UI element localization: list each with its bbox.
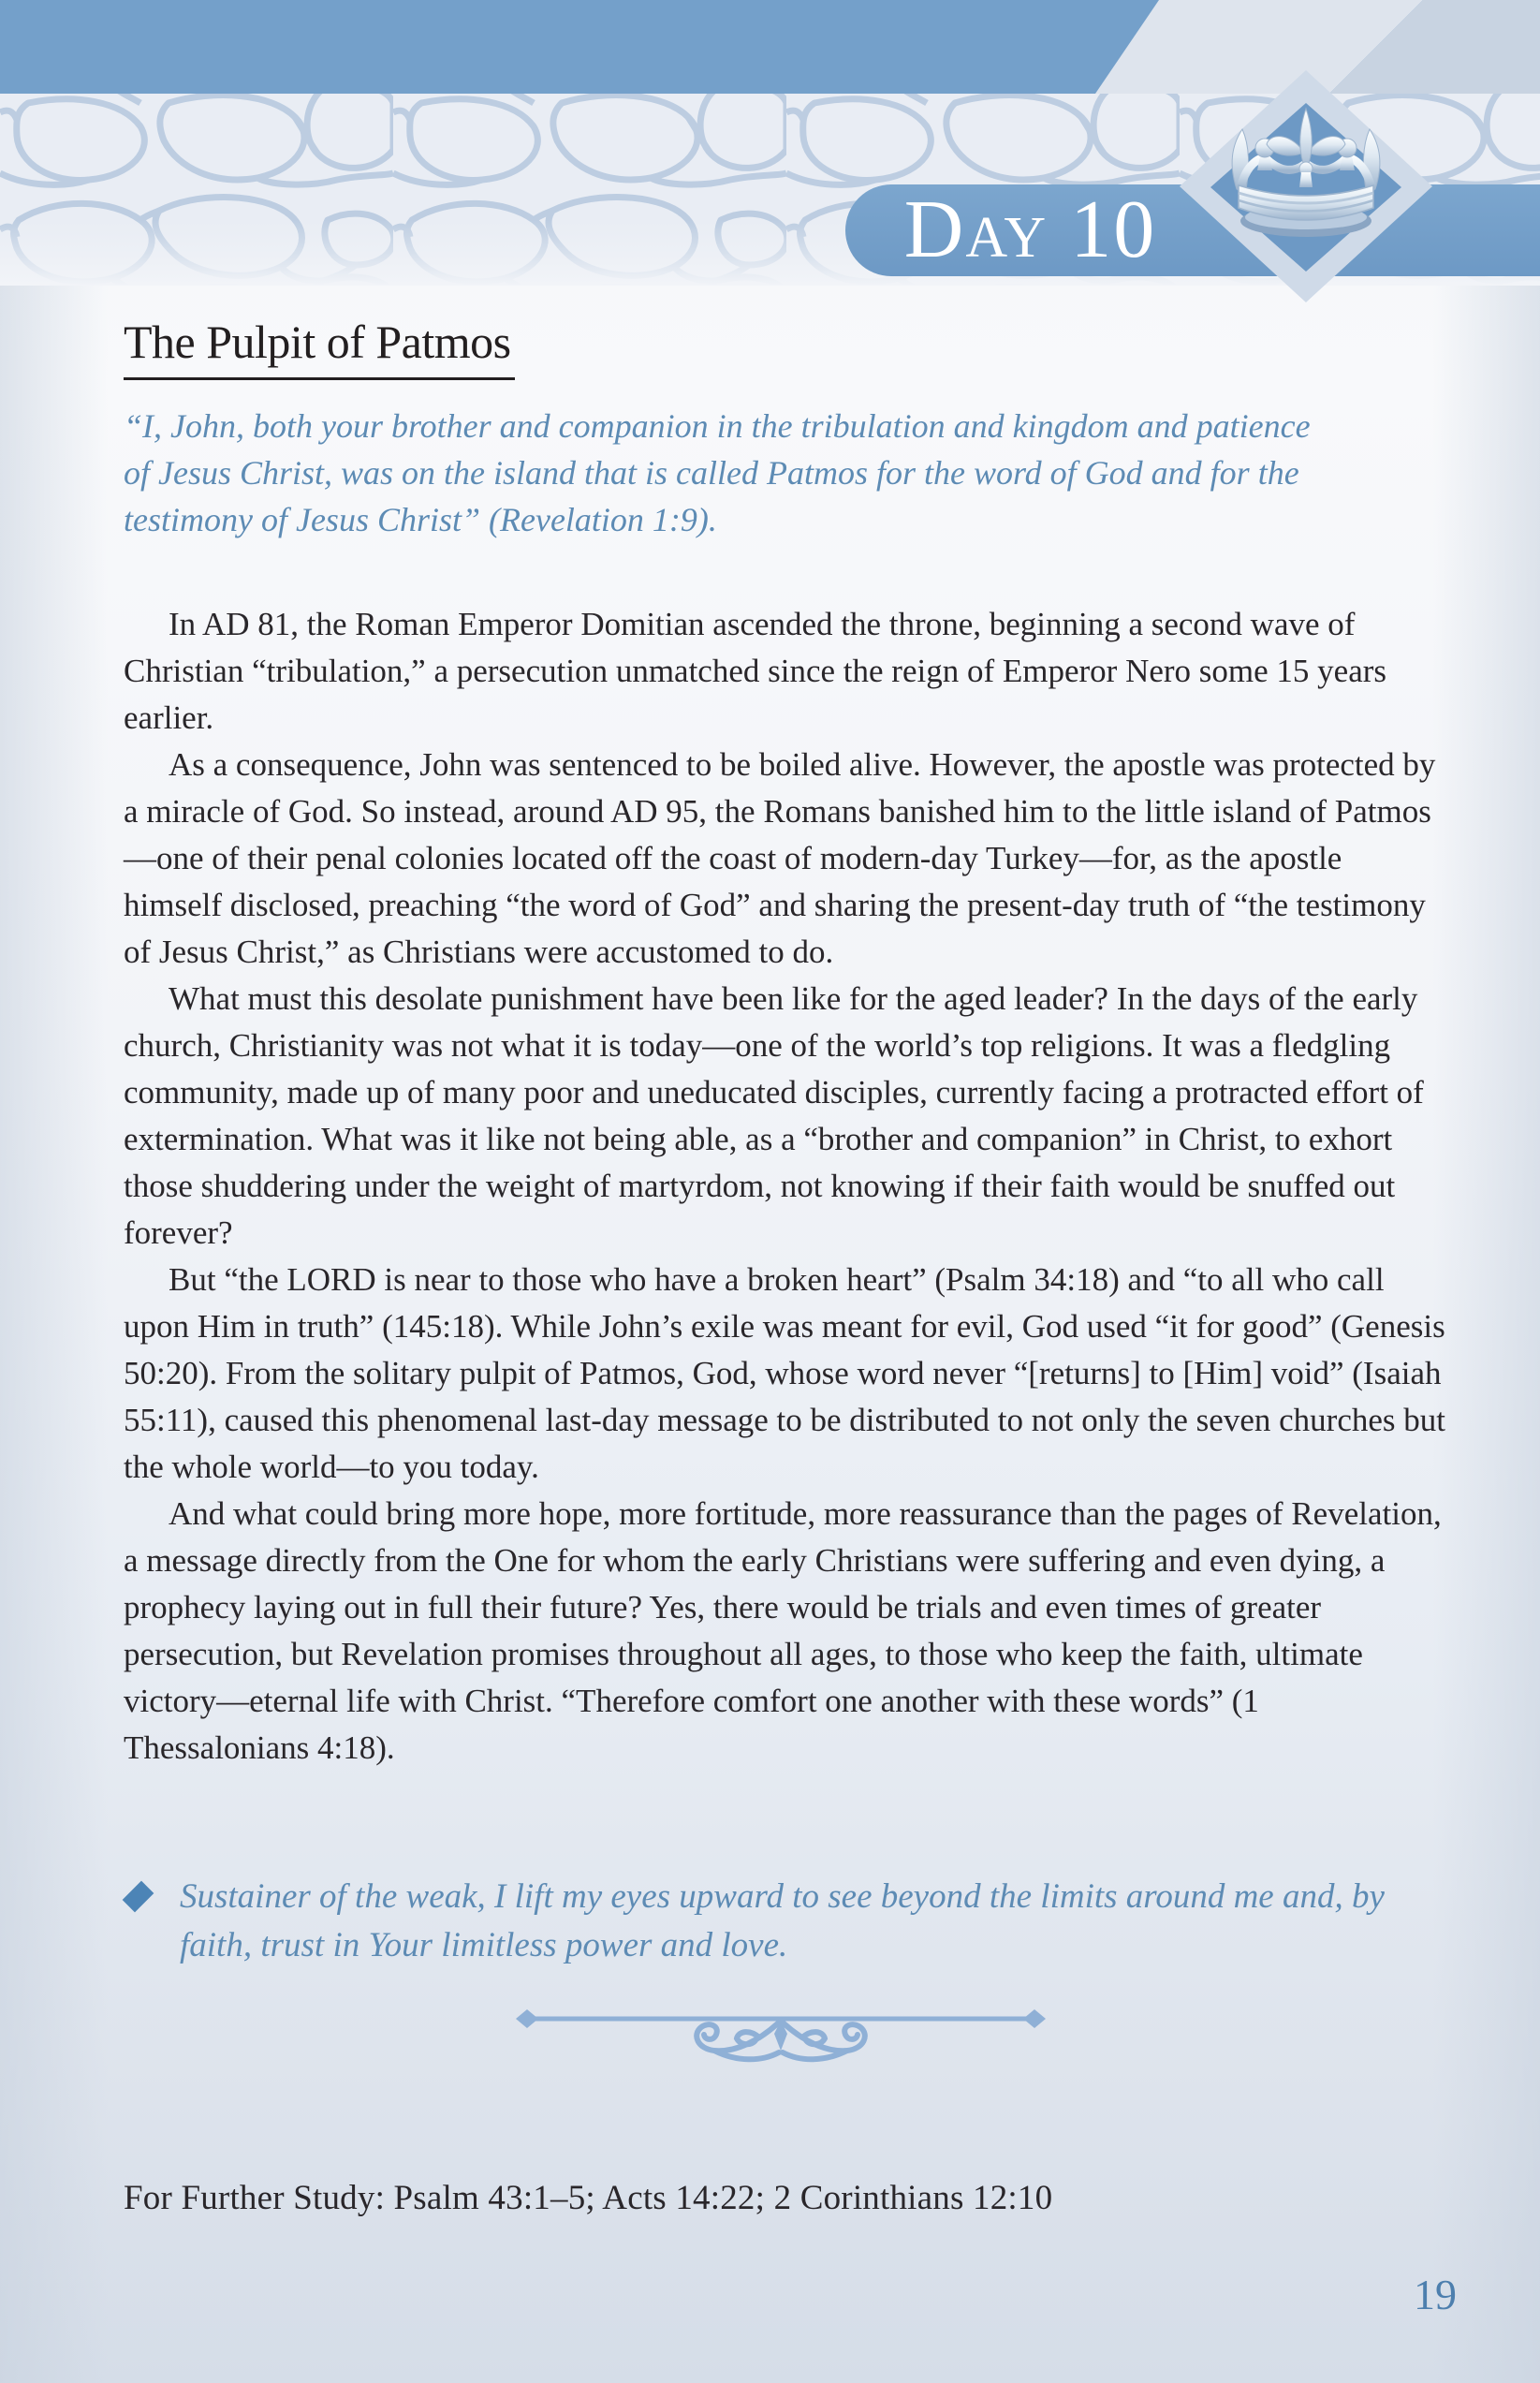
- scripture-quote: “I, John, both your brother and companion in the tribulation and kingdom and patience of Jesus Christ, was on the island that is called Patmos for the word of God and for the testimony of Jesus Christ” (Revelation 1:9).: [124, 407, 1311, 538]
- paragraph: In AD 81, the Roman Emperor Domitian ascended the throne, beginning a second wave of Christian “tribulation,” a persecution unmatched since the reign of Emperor Nero some 15 years earlier.: [124, 606, 1387, 736]
- further-study: For Further Study: Psalm 43:1–5; Acts 14:22; 2 Corinthians 12:10: [124, 2179, 1053, 2217]
- page-title: The Pulpit of Patmos: [124, 315, 515, 380]
- page-number: 19: [1414, 2271, 1457, 2318]
- header-banner-art: [0, 0, 1540, 314]
- flourish-divider: [514, 2004, 1048, 2082]
- diamond-bullet-icon: [123, 1881, 154, 1913]
- paragraph: As a consequence, John was sentenced to be boiled alive. However, the apostle was protected by a miracle of God. So instead, around AD 95, the Romans banished him to the little island of Patmos—one of their penal colonies located off the coast of modern-day Turkey—for, as the apostle himself disclosed, preaching “the word of God” and sharing the present-day truth of “the testimony of Jesus Christ,” as Christians were accustomed to do.: [124, 746, 1436, 970]
- prayer-text: Sustainer of the weak, I lift my eyes upward to see beyond the limits around me and, by faith, trust in Your limitless power and love.: [180, 1877, 1385, 1964]
- day-banner-label: Day 10: [903, 184, 1157, 275]
- prayer-block: [124, 1873, 1434, 1970]
- paragraph: What must this desolate punishment have been like for the aged leader? In the days of the early church, Christianity was not what it is today—one of the world’s top religions. It was a fledgling community, made up of many poor and uneducated disciples, currently facing a protracted effort of extermination. What was it like not being able, as a “brother and companion” in Christ, to exhort those shuddering under the weight of martyrdom, not knowing if their faith would be snuffed out forever?: [124, 980, 1424, 1251]
- paragraph: But “the LORD is near to those who have a broken heart” (Psalm 34:18) and “to all who call upon Him in truth” (145:18). While John’s exile was meant for evil, God used “it for good” (Genesis 50:20). From the solitary pulpit of Patmos, God, whose word never “[returns] to [Him] void” (Isaiah 55:11), caused this phenomenal last-day message to be distributed to not only the seven churches but the whole world—to you today.: [124, 1261, 1445, 1485]
- body-paragraphs: [124, 601, 1445, 1772]
- paragraph: And what could bring more hope, more fortitude, more reassurance than the pages of Revelation, a message directly from the One for whom the early Christians were suffering and even dying, a prophecy laying out in full their future? Yes, there would be trials and even times of greater persecution, but Revelation promises throughout all ages, to those who keep the faith, ultimate victory—eternal life with Christ. “Therefore comfort one another with these words” (1 Thessalonians 4:18).: [124, 1495, 1442, 1766]
